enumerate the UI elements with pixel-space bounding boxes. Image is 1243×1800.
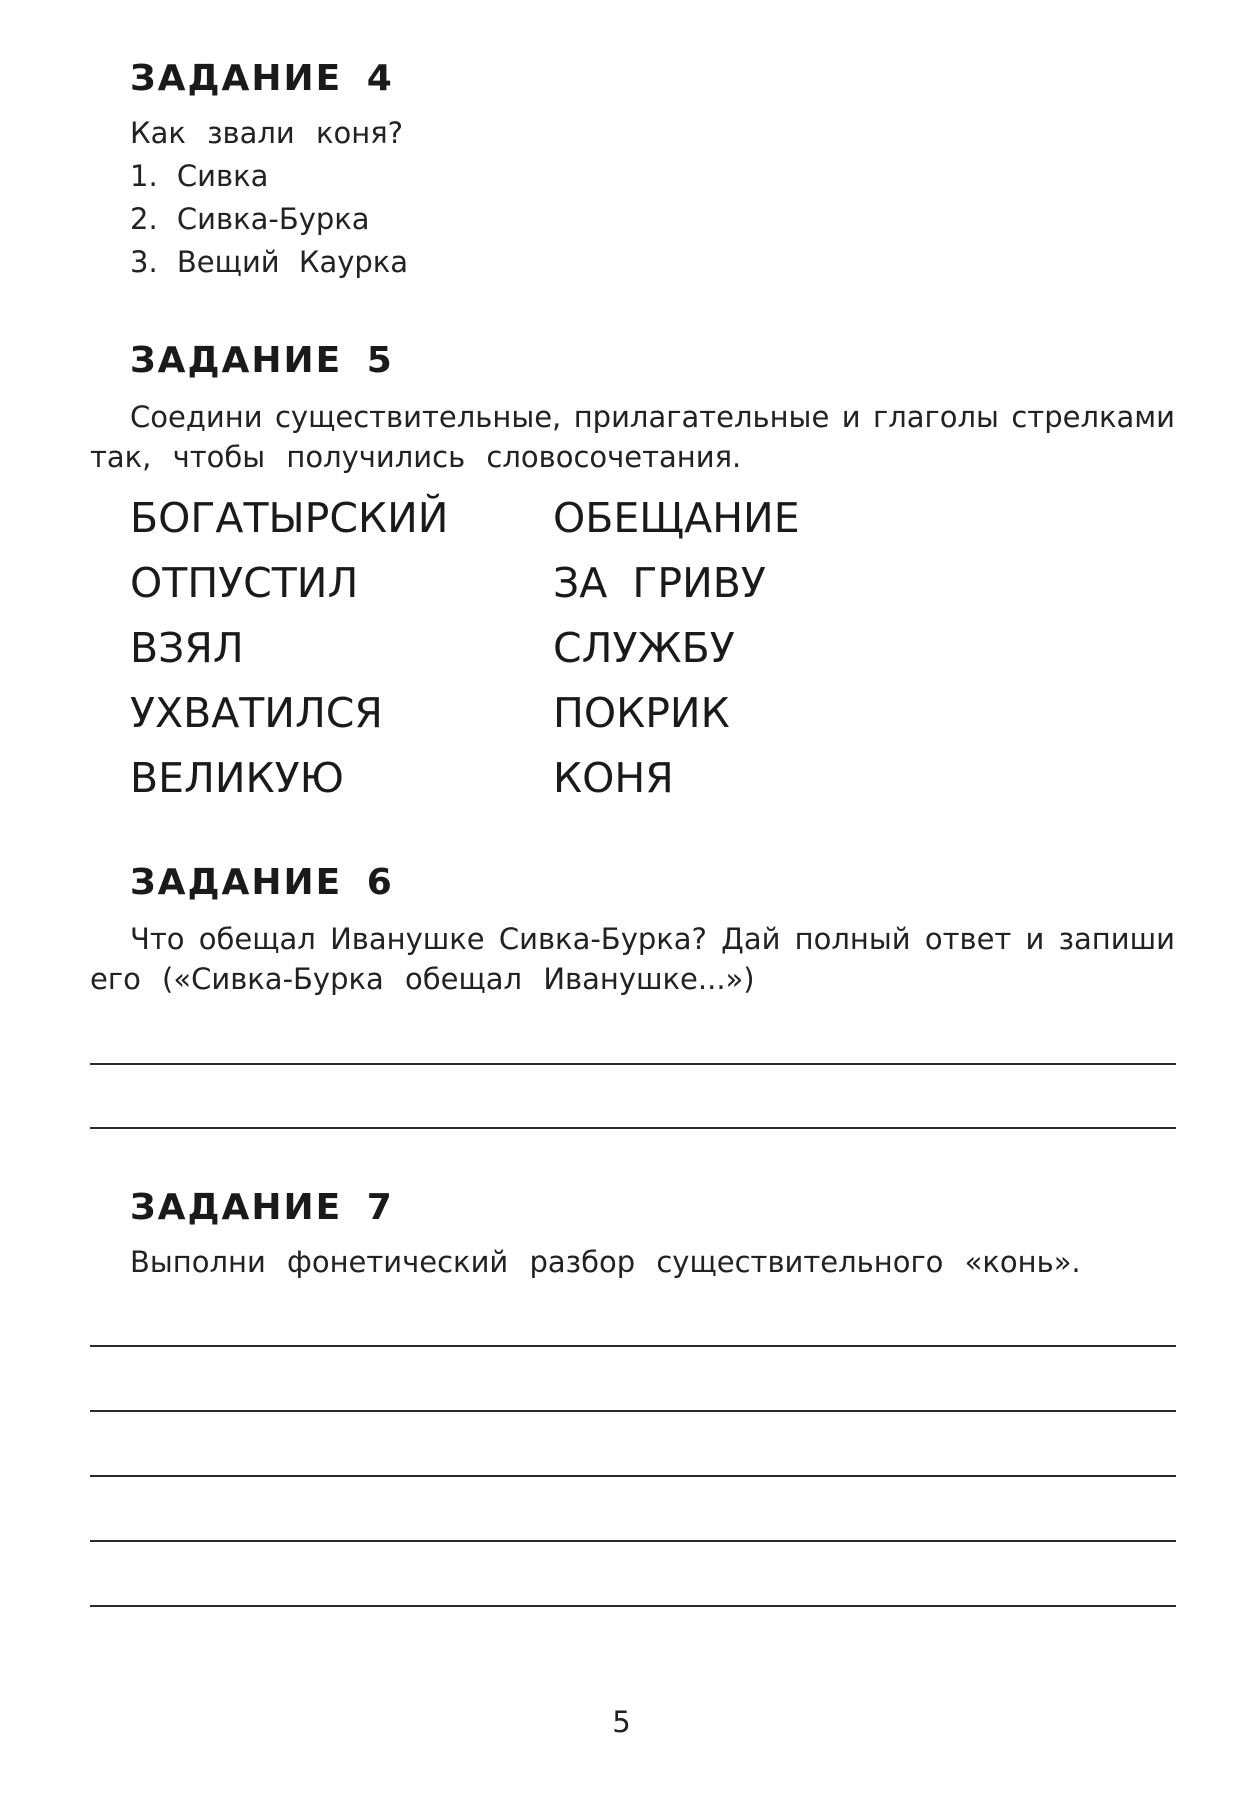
right-word-3: СЛУЖБУ [553, 624, 735, 672]
answer-line[interactable] [90, 1540, 1176, 1542]
task4-option-2: 2. Сивка-Бурка [130, 202, 370, 236]
right-word-1: ОБЕЩАНИЕ [553, 494, 800, 542]
left-word-2: ОТПУСТИЛ [130, 559, 359, 607]
task7-heading: ЗАДАНИЕ 7 [130, 1187, 394, 1228]
task4-question: Как звали коня? [130, 116, 404, 150]
task5-heading: ЗАДАНИЕ 5 [130, 340, 394, 381]
answer-line[interactable] [90, 1605, 1176, 1607]
task5-instruction-line1: Соедини существительные, прилагательные и глаголы стрелками [130, 400, 1175, 434]
answer-line[interactable] [90, 1345, 1176, 1347]
task4-option-3: 3. Вещий Каурка [130, 245, 409, 279]
task5-instruction-line2: так, чтобы получились словосочетания. [90, 440, 742, 474]
task4-option-1: 1. Сивка [130, 159, 269, 193]
page-number: 5 [612, 1705, 631, 1739]
left-word-5: ВЕЛИКУЮ [130, 754, 344, 802]
task6-instruction-line2: его («Сивка-Бурка обещал Иванушке...») [90, 962, 755, 996]
right-word-4: ПОКРИК [553, 689, 730, 737]
task4-heading: ЗАДАНИЕ 4 [130, 58, 394, 99]
answer-line[interactable] [90, 1127, 1176, 1129]
right-word-5: КОНЯ [553, 754, 674, 802]
answer-line[interactable] [90, 1063, 1176, 1065]
answer-line[interactable] [90, 1410, 1176, 1412]
right-word-2: ЗА ГРИВУ [553, 559, 766, 607]
left-word-4: УХВАТИЛСЯ [130, 689, 383, 737]
task6-heading: ЗАДАНИЕ 6 [130, 862, 394, 903]
task7-instruction: Выполни фонетический разбор существительного «конь». [130, 1245, 1081, 1279]
left-word-1: БОГАТЫРСКИЙ [130, 494, 449, 542]
task6-instruction-line1: Что обещал Иванушке Сивка-Бурка? Дай полный ответ и запиши [130, 922, 1175, 956]
answer-line[interactable] [90, 1475, 1176, 1477]
left-word-3: ВЗЯЛ [130, 624, 244, 672]
